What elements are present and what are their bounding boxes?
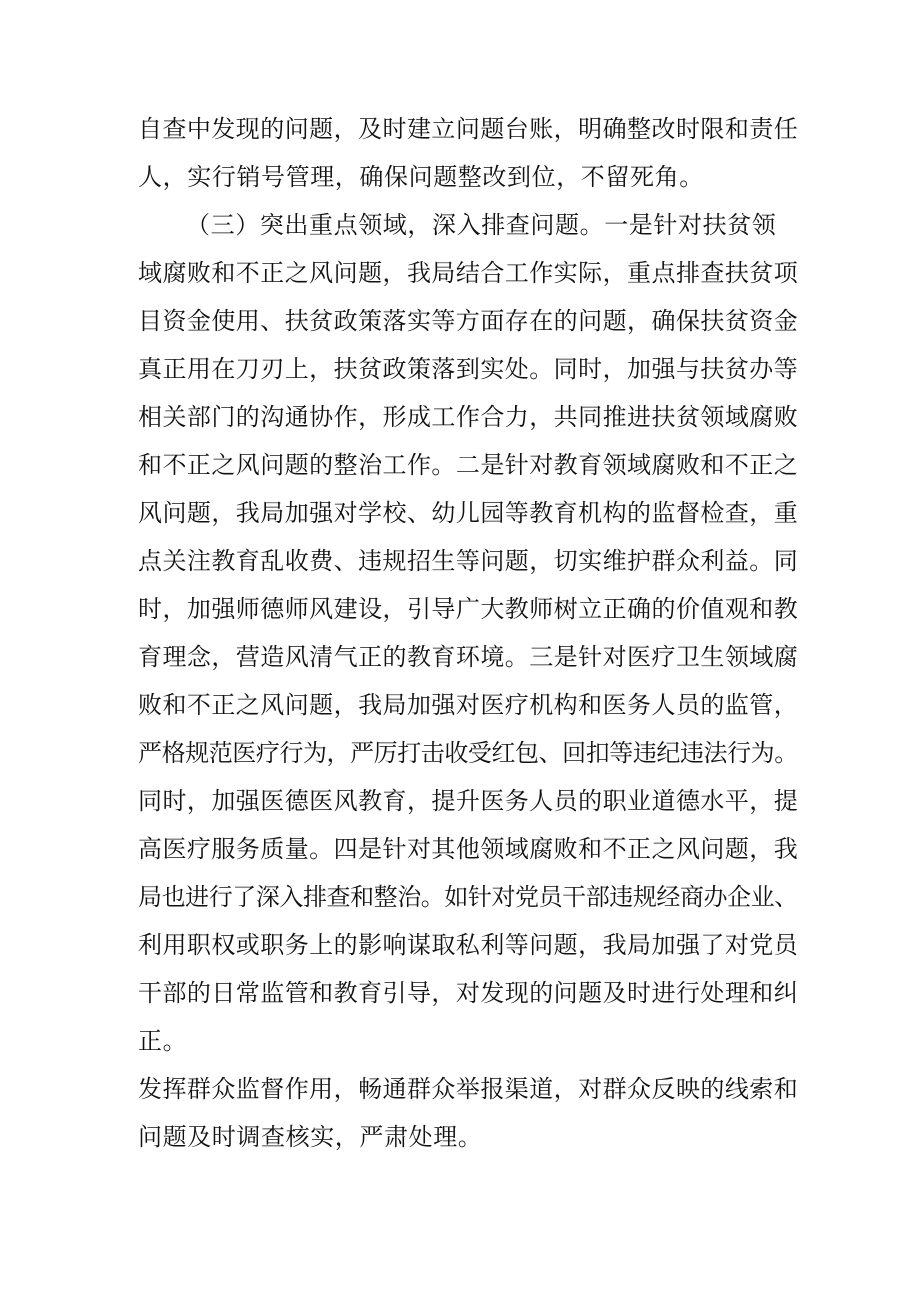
text-line: 同时，加强医德医风教育，提升医务人员的职业道德水平，提 [138, 787, 799, 815]
text-line: 严格规范医疗行为，严厉打击收受红包、回扣等违纪违法行为。 [138, 739, 798, 767]
text-line: 育理念，营造风清气正的教育环境。三是针对医疗卫生领域腐 [138, 643, 799, 671]
text-line: 自查中发现的问题，及时建立问题台账，明确整改时限和责任 [138, 115, 799, 143]
text-line: 局也进行了深入排查和整治。如针对党员干部违规经商办企业、 [138, 883, 798, 911]
text-line: 相关部门的沟通协作，形成工作合力，共同推进扶贫领域腐败 [138, 403, 799, 431]
text-line: 人，实行销号管理，确保问题整改到位，不留死角。 [138, 163, 704, 191]
text-line: 问题及时调查核实，严肃处理。 [138, 1123, 483, 1151]
text-line: 发挥群众监督作用，畅通群众举报渠道，对群众反映的线索和 [138, 1075, 799, 1103]
text-line: 目资金使用、扶贫政策落实等方面存在的问题，确保扶贫资金 [138, 307, 799, 335]
text-line: 和不正之风问题的整治工作。二是针对教育领域腐败和不正之 [138, 451, 799, 479]
text-line: 利用职权或职务上的影响谋取私利等问题，我局加强了对党员 [138, 931, 799, 959]
text-line: 干部的日常监管和教育引导，对发现的问题及时进行处理和纠 [138, 979, 799, 1007]
text-line: 域腐败和不正之风问题，我局结合工作实际，重点排查扶贫项 [138, 259, 799, 287]
text-line: 高医疗服务质量。四是针对其他领域腐败和不正之风问题，我 [138, 835, 799, 863]
text-line: 点关注教育乱收费、违规招生等问题，切实维护群众利益。同 [138, 547, 799, 575]
section-heading-line: （三）突出重点领域，深入排查问题。一是针对扶贫领 [186, 211, 777, 239]
text-line: 真正用在刀刃上，扶贫政策落到实处。同时，加强与扶贫办等 [138, 355, 799, 383]
text-line: 败和不正之风问题，我局加强对医疗机构和医务人员的监管， [138, 691, 799, 719]
text-line: 正。 [138, 1027, 188, 1055]
text-line: 风问题，我局加强对学校、幼儿园等教育机构的监督检查，重 [138, 499, 799, 527]
text-line: 时，加强师德师风建设，引导广大教师树立正确的价值观和教 [138, 595, 799, 623]
